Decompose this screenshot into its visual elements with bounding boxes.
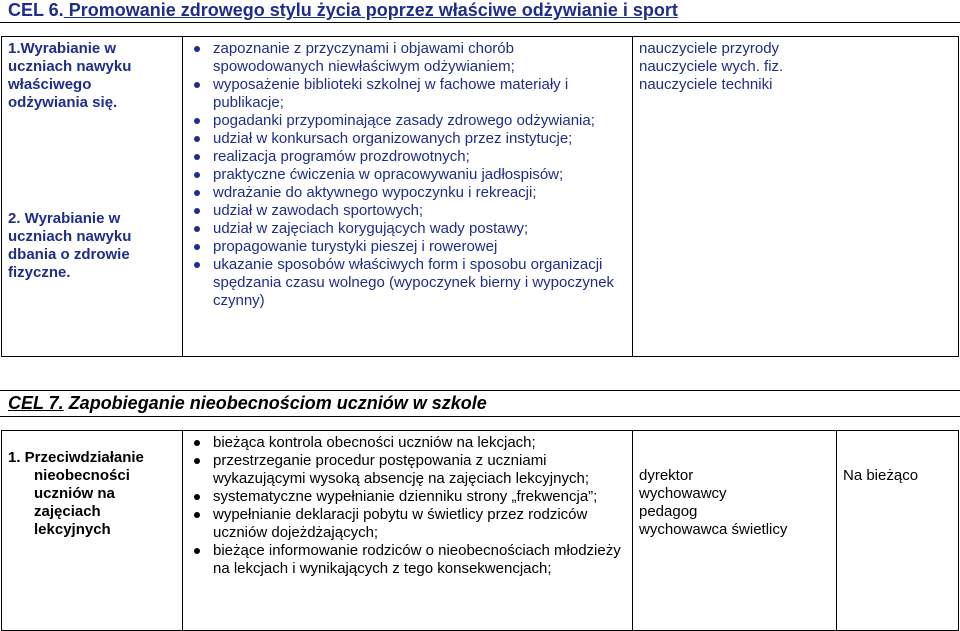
cel7-goal-cell: 1. Przeciwdziałanie nieobecności uczniów na zajęciach lekcyjnych — [2, 431, 183, 631]
list-item: bieżące informowanie rodziców o nieobecnościach młodzieży na lekcjach i wynikających z tego konsekwencjach; — [183, 542, 628, 578]
cel7-activities-cell — [183, 431, 633, 631]
list-item: praktyczne ćwiczenia w opracowywaniu jadłospisów; — [183, 166, 628, 184]
cel7-term-cell — [837, 431, 959, 631]
cel7-title: Zapobieganie nieobecnościom uczniów w szkole — [63, 393, 487, 413]
list-item: systematyczne wypełnianie dzienniku strony „frekwencja”; — [183, 488, 628, 506]
cel6-title: Promowanie zdrowego stylu życia poprzez właściwe odżywianie i sport — [63, 0, 678, 20]
list-item: przestrzeganie procedur postępowania z uczniami wykazującymi wysoką absencję na zajęciach lekcyjnych; — [183, 452, 628, 488]
list-item: pogadanki przypominające zasady zdrowego odżywiania; — [183, 112, 628, 130]
list-item: udział w konkursach organizowanych przez instytucje; — [183, 130, 628, 148]
cel7-activities-list — [183, 431, 632, 578]
list-item: zapoznanie z przyczynami i objawami chorób spowodowanych niewłaściwym odżywianiem; — [183, 40, 628, 76]
cel6-table — [1, 36, 959, 357]
cel6-activities-list — [183, 37, 632, 310]
cel6-heading — [8, 0, 678, 21]
cel7-top-rule — [0, 390, 960, 391]
cel6-goals-cell — [2, 37, 183, 357]
list-item: propagowanie turystyki pieszej i rowerowej — [183, 238, 628, 256]
cel7-number: CEL 7. — [8, 393, 64, 413]
list-item: ukazanie sposobów właściwych form i sposobu organizacji spędzania czasu wolnego (wypoczynek bierny i wypoczynek czynny) — [183, 256, 628, 310]
list-item: wyposażenie biblioteki szkolnej w fachowe materiały i publikacje; — [183, 76, 628, 112]
cel6-goal-1: 1.Wyrabianie w uczniach nawyku właściwego odżywiania się. — [8, 40, 132, 111]
cel6-heading-rule — [0, 22, 960, 23]
list-item: udział w zawodach sportowych; — [183, 202, 628, 220]
cel7-heading-rule — [0, 416, 960, 417]
cel7-heading — [8, 393, 487, 414]
cel7-responsible-cell: dyrektor wychowawcy pedagog wychowawca świetlicy — [633, 431, 837, 631]
list-item: wypełnianie deklaracji pobytu w świetlicy przez rodziców uczniów dojeżdżających; — [183, 506, 628, 542]
cel7-term: Na bieżąco — [843, 467, 919, 484]
cel6-responsible-cell: nauczyciele przyrody nauczyciele wych. fiz. nauczyciele techniki — [633, 37, 959, 357]
cel6-goal-2: 2. Wyrabianie w uczniach nawyku dbania o zdrowie fizyczne. — [8, 210, 132, 281]
list-item: wdrażanie do aktywnego wypoczynku i rekreacji; — [183, 184, 628, 202]
list-item: udział w zajęciach korygujących wady postawy; — [183, 220, 628, 238]
list-item: realizacja programów prozdrowotnych; — [183, 148, 628, 166]
cel6-number: CEL 6. — [8, 0, 64, 20]
cel7-table — [1, 430, 959, 631]
cel6-activities-cell — [183, 37, 633, 357]
list-item: bieżąca kontrola obecności uczniów na lekcjach; — [183, 434, 628, 452]
